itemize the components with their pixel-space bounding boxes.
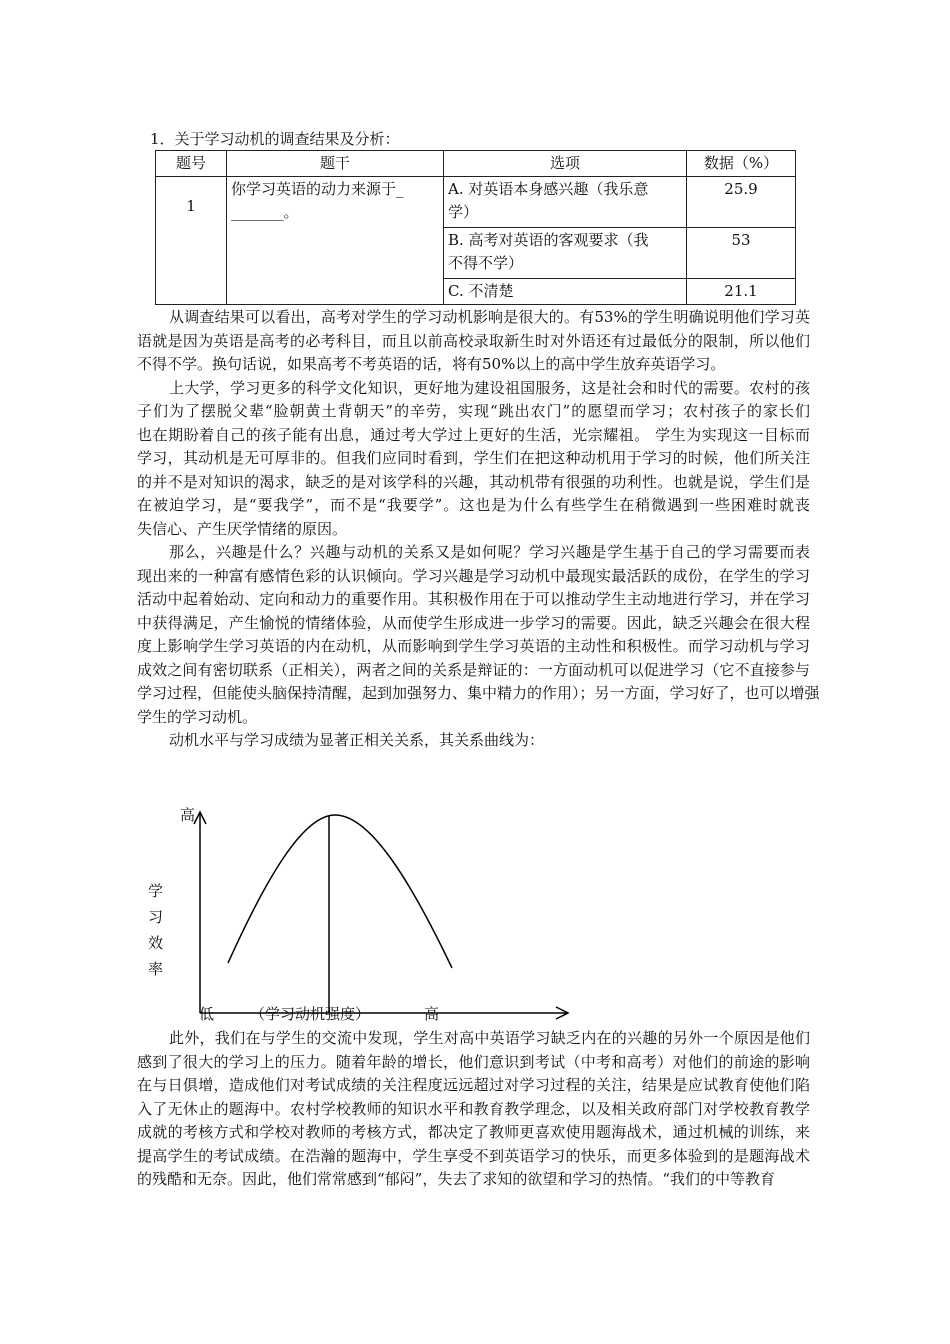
header-cell: 题号 bbox=[156, 151, 227, 177]
paragraph-line: 活动中起着始动、定向和动力的重要作用。其积极作用在于可以推动学生主动地进行学习，并在学习 bbox=[137, 590, 810, 608]
table-header-row bbox=[156, 151, 796, 177]
paragraph-line: 感到了很大的学习上的压力。随着年龄的增长，他们意识到考试（中考和高考）对他们的前途的影响 bbox=[137, 1052, 810, 1071]
x-high-label: 高 bbox=[424, 1005, 440, 1023]
paragraph-line: 语就是因为英语是高考的必考科目，而且以前高校录取新生时对外语还有过最低分的限制，所以他们 bbox=[137, 331, 810, 350]
paragraph-line: 在与日俱增，造成他们对考试成绩的关注程度远远超过对学习过程的关注，结果是应试教育使他们陷 bbox=[137, 1076, 810, 1094]
option-line: 不得不学） bbox=[448, 254, 524, 272]
paragraph-line: 学习，其动机是无可厚非的。但我们应同时看到，学生们在把这种动机用于学习的时候，他们所关注 bbox=[137, 449, 810, 467]
curve-svg bbox=[130, 790, 590, 1030]
table-row bbox=[156, 177, 796, 228]
paragraph-line: 不得不学。换句话说，如果高考不考英语的话，将有50%以上的高中学生放弃英语学习。 bbox=[137, 355, 726, 373]
stem-line: _______。 bbox=[231, 203, 299, 221]
header-cell: 数据（%） bbox=[687, 151, 796, 177]
paragraph-line: 中获得满足，产生愉悦的情绪体验，从而使学生形成进一步学习的需要。因此，缺乏兴趣会在很大程 bbox=[137, 613, 810, 632]
section-heading: 1．关于学习动机的调查结果及分析： bbox=[150, 130, 400, 148]
y-label-char: 效 bbox=[148, 934, 164, 952]
paragraph-line: 度上影响学生学习英语的内在动机，从而影响到学生学习英语的主动性和积极性。而学习动机与学习 bbox=[137, 637, 810, 655]
option-line: A. 对英语本身感兴趣（我乐意 bbox=[448, 180, 649, 198]
paragraph-line: 那么，兴趣是什么？兴趣与动机的关系又是如何呢？学习兴趣是学生基于自己的学习需要而表 bbox=[169, 543, 810, 561]
paragraph-line: 动机水平与学习成绩为显著正相关关系，其关系曲线为： bbox=[169, 731, 545, 749]
paragraph-line: 提高学生的考试成绩。在浩瀚的题海中，学生享受不到英语学习的快乐，而更多体验到的是题海战术 bbox=[137, 1146, 810, 1165]
survey-table bbox=[155, 150, 796, 305]
x-low-label: 低 bbox=[199, 1005, 215, 1023]
option-line: 学） bbox=[448, 203, 479, 221]
y-high-label: 高 bbox=[180, 806, 196, 824]
y-label-char: 率 bbox=[148, 960, 164, 978]
paragraph-line: 从调查结果可以看出，高考对学生的学习动机影响是很大的。有53%的学生明确说明他们学习英 bbox=[169, 308, 810, 326]
paragraph-line: 此外，我们在与学生的交流中发现，学生对高中英语学习缺乏内在的兴趣的另外一个原因是他们 bbox=[169, 1029, 810, 1047]
motivation-curve-diagram bbox=[130, 790, 590, 1030]
y-label-char: 习 bbox=[148, 908, 164, 926]
option-c-value: 21.1 bbox=[687, 279, 796, 305]
paragraph-line: 子们为了摆脱父辈“脸朝黄土背朝天”的辛劳，实现“跳出农门”的愿望而学习；农村孩子的家长们 bbox=[137, 402, 810, 420]
option-b-value: 53 bbox=[687, 228, 796, 279]
paragraph-line: 成效之间有密切联系（正相关），两者之间的关系是辩证的：一方面动机可以促进学习（它不直接参与 bbox=[137, 660, 810, 679]
paragraph-line: 现出来的一种富有感情色彩的认识倾向。学习兴趣是学习动机中最现实最活跃的成份，在学生的学习 bbox=[137, 566, 810, 585]
paragraph-line: 的残酷和无奈。因此，他们常常感到“郁闷”，失去了求知的欲望和学习的热情。“我们的中等教育 bbox=[137, 1170, 776, 1188]
header-cell: 题干 bbox=[227, 151, 444, 177]
x-axis-label: （学习动机强度） bbox=[250, 1005, 371, 1023]
paragraph-line: 上大学，学习更多的科学文化知识，更好地为建设祖国服务，这是社会和时代的需要。农村的孩 bbox=[169, 378, 810, 397]
y-axis-label bbox=[148, 878, 164, 982]
option-a-value: 25.9 bbox=[687, 177, 796, 228]
stem-line: 你学习英语的动力来源于_ bbox=[231, 180, 404, 198]
paragraph-line: 也在期盼着自己的孩子能有出息，通过考大学过上更好的生活，光宗耀祖。 学生为实现这一目标而 bbox=[137, 425, 810, 444]
inverted-u-curve bbox=[228, 815, 452, 968]
paragraph-line: 入了无休止的题海中。农村学校教师的知识水平和教育教学理念，以及相关政府部门对学校教育教学 bbox=[137, 1099, 810, 1118]
paragraph-line: 成就的考核方式和学校对教师的考核方式，都决定了教师更喜欢使用题海战术，通过机械的训练，来 bbox=[137, 1123, 810, 1141]
question-number: 1 bbox=[156, 177, 227, 305]
paragraph-line: 失信心、产生厌学情绪的原因。 bbox=[137, 519, 348, 538]
paragraph-line: 的并不是对知识的渴求，缺乏的是对该学科的兴趣，其动机带有很强的功利性。也就是说，学生们是 bbox=[137, 472, 810, 491]
y-label-char: 学 bbox=[148, 882, 164, 900]
question-stem bbox=[227, 177, 444, 305]
option-b bbox=[444, 228, 687, 279]
header-cell: 选项 bbox=[444, 151, 687, 177]
option-line: B. 高考对英语的客观要求（我 bbox=[448, 231, 649, 249]
option-c: C. 不清楚 bbox=[444, 279, 687, 305]
paragraph-line: 学生的学习动机。 bbox=[137, 707, 258, 726]
paragraph-line: 学习过程，但能使头脑保持清醒，起到加强努力、集中精力的作用）；另一方面，学习好了，也可以增强 bbox=[137, 684, 820, 702]
paragraph-line: 在被迫学习，是“要我学”，而不是“我要学”。这也是为什么有些学生在稍微遇到一些困难时就丧 bbox=[137, 496, 810, 514]
option-a bbox=[444, 177, 687, 228]
